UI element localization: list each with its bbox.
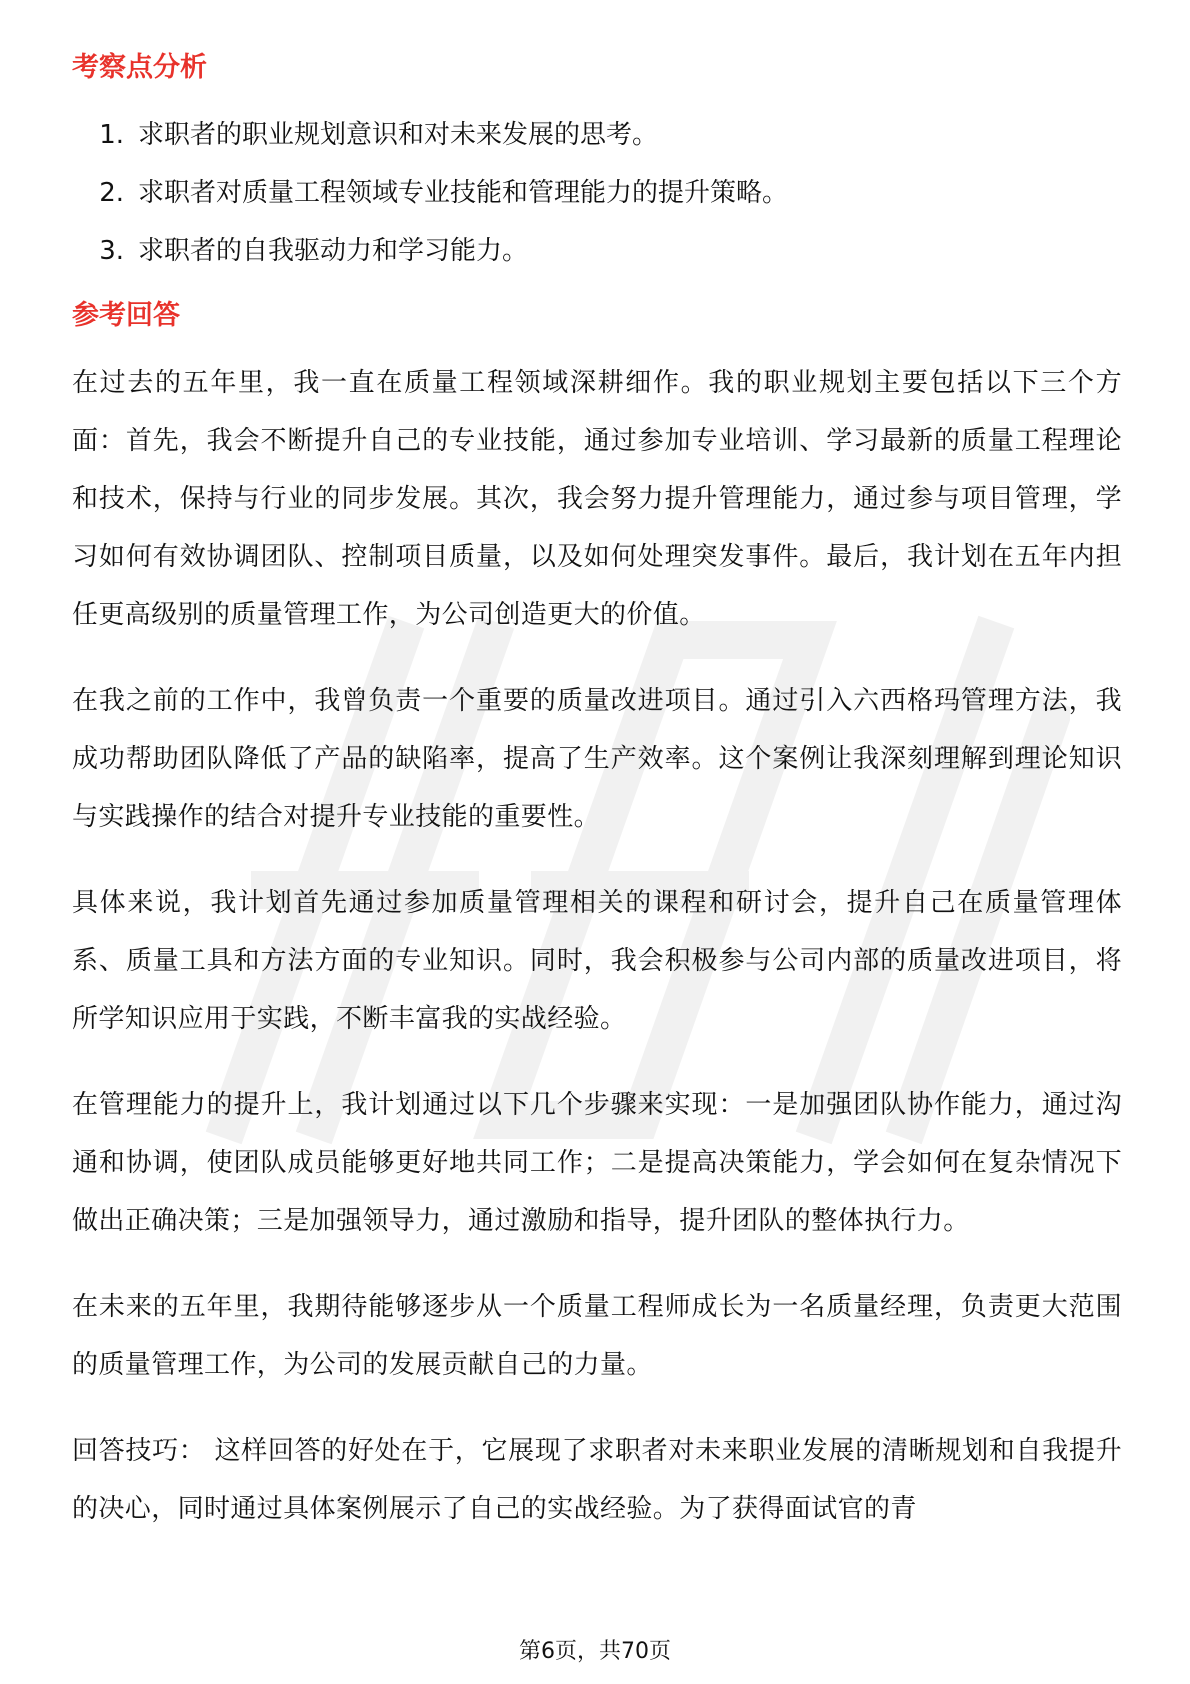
- list-item: [72, 106, 1122, 164]
- answer-paragraph-1: 在过去的五年里，我一直在质量工程领域深耕细作。我的职业规划主要包括以下三个方面：首先，我会不断提升自己的专业技能，通过参加专业培训、学习最新的质量工程理论和技术，保持与行业的同步发展。其次，我会努力提升管理能力，通过参与项目管理，学习如何有效协调团队、控制项目质量，以及如何处理突发事件。最后，我计划在五年内担任更高级别的质量管理工作，为公司创造更大的价值。: [72, 368, 1122, 630]
- analysis-points-list: [72, 106, 1122, 280]
- answer-paragraph-5: 在未来的五年里，我期待能够逐步从一个质量工程师成长为一名质量经理，负责更大范围的质量管理工作，为公司的发展贡献自己的力量。: [72, 1292, 1122, 1380]
- list-item: [72, 222, 1122, 280]
- list-item-number: 3.: [99, 236, 124, 266]
- list-item-number: 1.: [99, 120, 124, 150]
- answer-paragraph-2: 在我之前的工作中，我曾负责一个重要的质量改进项目。通过引入六西格玛管理方法，我成功帮助团队降低了产品的缺陷率，提高了生产效率。这个案例让我深刻理解到理论知识与实践操作的结合对提升专业技能的重要性。: [72, 686, 1122, 832]
- list-item-text: 求职者对质量工程领域专业技能和管理能力的提升策略。: [138, 178, 789, 208]
- analysis-section-title: 考察点分析: [72, 52, 207, 83]
- page-number-footer: 第6页，共70页: [519, 1639, 671, 1664]
- answer-section-title: 参考回答: [72, 300, 180, 331]
- list-item-text: 求职者的自我驱动力和学习能力。: [138, 236, 529, 266]
- answer-tips-paragraph: 回答技巧： 这样回答的好处在于，它展现了求职者对未来职业发展的清晰规划和自我提升的决心，同时通过具体案例展示了自己的实战经验。为了获得面试官的青: [72, 1436, 1122, 1524]
- page-content: [72, 48, 1122, 1566]
- list-item: [72, 164, 1122, 222]
- answer-paragraph-4: 在管理能力的提升上，我计划通过以下几个步骤来实现：一是加强团队协作能力，通过沟通和协调，使团队成员能够更好地共同工作；二是提高决策能力，学会如何在复杂情况下做出正确决策；三是加强领导力，通过激励和指导，提升团队的整体执行力。: [72, 1090, 1122, 1236]
- answer-paragraph-3: 具体来说，我计划首先通过参加质量管理相关的课程和研讨会，提升自己在质量管理体系、质量工具和方法方面的专业知识。同时，我会积极参与公司内部的质量改进项目，将所学知识应用于实践，不断丰富我的实战经验。: [72, 888, 1122, 1034]
- list-item-number: 2.: [99, 178, 124, 208]
- list-item-text: 求职者的职业规划意识和对未来发展的思考。: [138, 120, 659, 150]
